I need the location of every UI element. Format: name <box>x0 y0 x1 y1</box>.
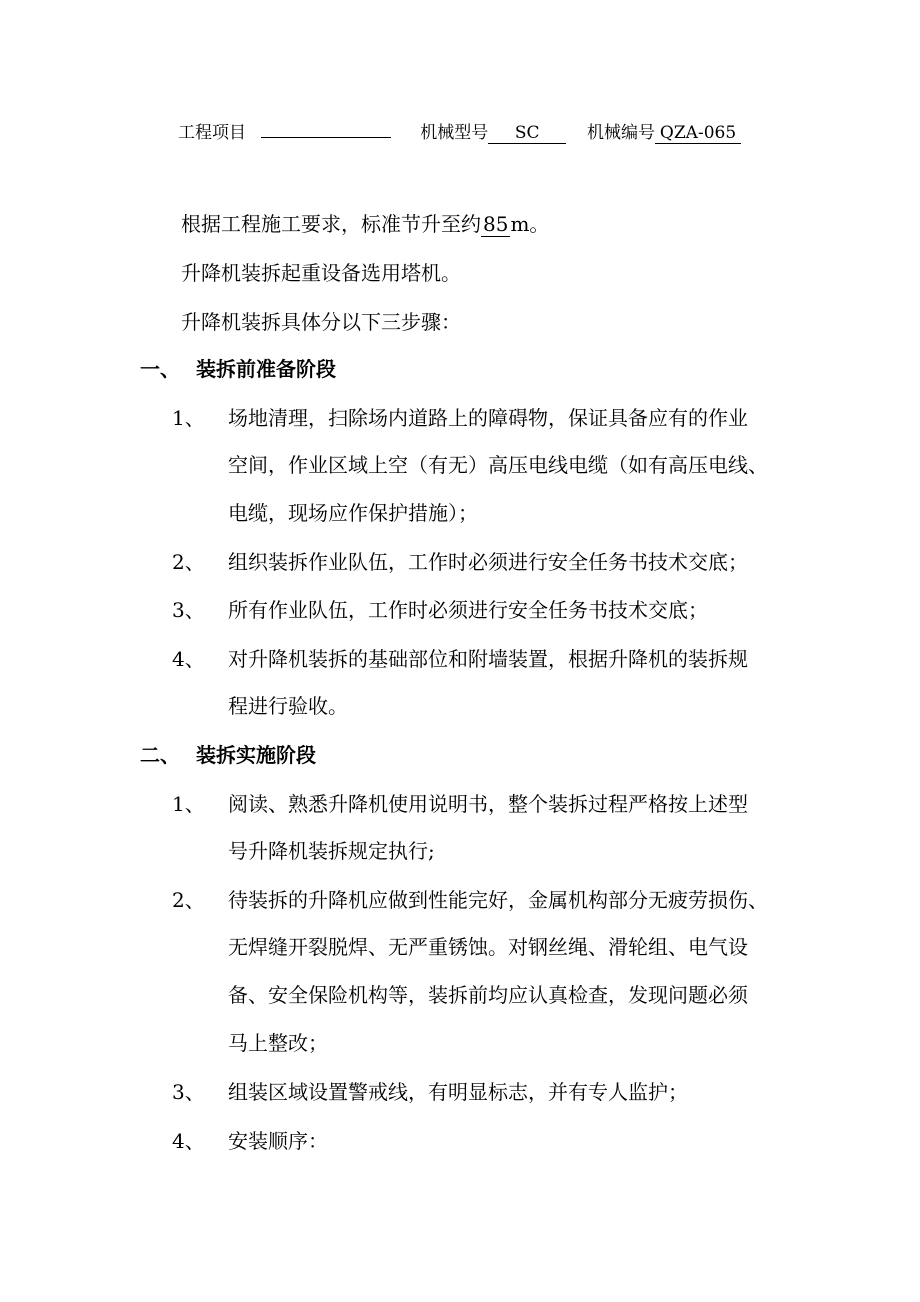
model-label: 机械型号 <box>420 123 489 143</box>
number-value: QZA-065 <box>655 123 741 144</box>
s2-item-2-num: 2、 <box>172 888 205 912</box>
header-line <box>178 118 741 144</box>
height-value: 85 <box>483 212 509 236</box>
s1-item-2-num: 2、 <box>172 550 205 574</box>
project-label: 工程项目 <box>178 123 246 143</box>
section-1-heading: 一、 装拆前准备阶段 <box>140 357 336 381</box>
intro-paragraph-1: 根据工程施工要求，标准节升至约 85 m。 <box>181 212 550 236</box>
project-value <box>261 137 391 138</box>
s2-item-1-num: 1、 <box>172 792 205 816</box>
s2-item-4-num: 4、 <box>172 1129 205 1153</box>
s2-item-4-line-1: 安装顺序： <box>228 1129 328 1153</box>
s1-item-4-line-2: 程进行验收。 <box>228 694 348 718</box>
section-2-heading: 二、 装拆实施阶段 <box>140 743 316 767</box>
s2-item-2-line-3: 备、安全保险机构等，装拆前均应认真检查，发现问题必须 <box>228 983 748 1007</box>
s1-item-3-num: 3、 <box>172 598 205 622</box>
s1-item-1-line-1: 场地清理，扫除场内道路上的障碍物，保证具备应有的作业 <box>228 406 748 430</box>
s2-item-3-line-1: 组装区域设置警戒线，有明显标志，并有专人监护； <box>228 1080 688 1104</box>
s1-item-4-num: 4、 <box>172 647 205 671</box>
s1-item-2-line-1: 组织装拆作业队伍，工作时必须进行安全任务书技术交底； <box>228 550 748 574</box>
s2-item-2-line-4: 马上整改； <box>228 1031 328 1055</box>
s1-item-4-line-1: 对升降机装拆的基础部位和附墙装置，根据升降机的装拆规 <box>228 647 748 671</box>
s2-item-3-num: 3、 <box>172 1080 205 1104</box>
s2-item-1-line-1: 阅读、熟悉升降机使用说明书，整个装拆过程严格按上述型 <box>228 792 748 816</box>
model-value: SC <box>488 123 566 144</box>
s2-item-2-line-1: 待装拆的升降机应做到性能完好，金属机构部分无疲劳损伤、 <box>228 888 768 912</box>
intro-paragraph-2: 升降机装拆起重设备选用塔机。 <box>181 261 461 285</box>
number-label: 机械编号 <box>587 123 656 143</box>
s1-item-1-line-3: 电缆，现场应作保护措施）； <box>228 501 478 525</box>
s2-item-1-line-2: 号升降机装拆规定执行; <box>228 839 435 863</box>
s1-item-1-num: 1、 <box>172 406 205 430</box>
s1-item-1-line-2: 空间，作业区域上空（有无）高压电线电缆（如有高压电线、 <box>228 453 768 477</box>
s2-item-2-line-2: 无焊缝开裂脱焊、无严重锈蚀。对钢丝绳、滑轮组、电气设 <box>228 935 748 959</box>
s1-item-3-line-1: 所有作业队伍，工作时必须进行安全任务书技术交底； <box>228 598 708 622</box>
intro-paragraph-3: 升降机装拆具体分以下三步骤： <box>181 310 461 334</box>
